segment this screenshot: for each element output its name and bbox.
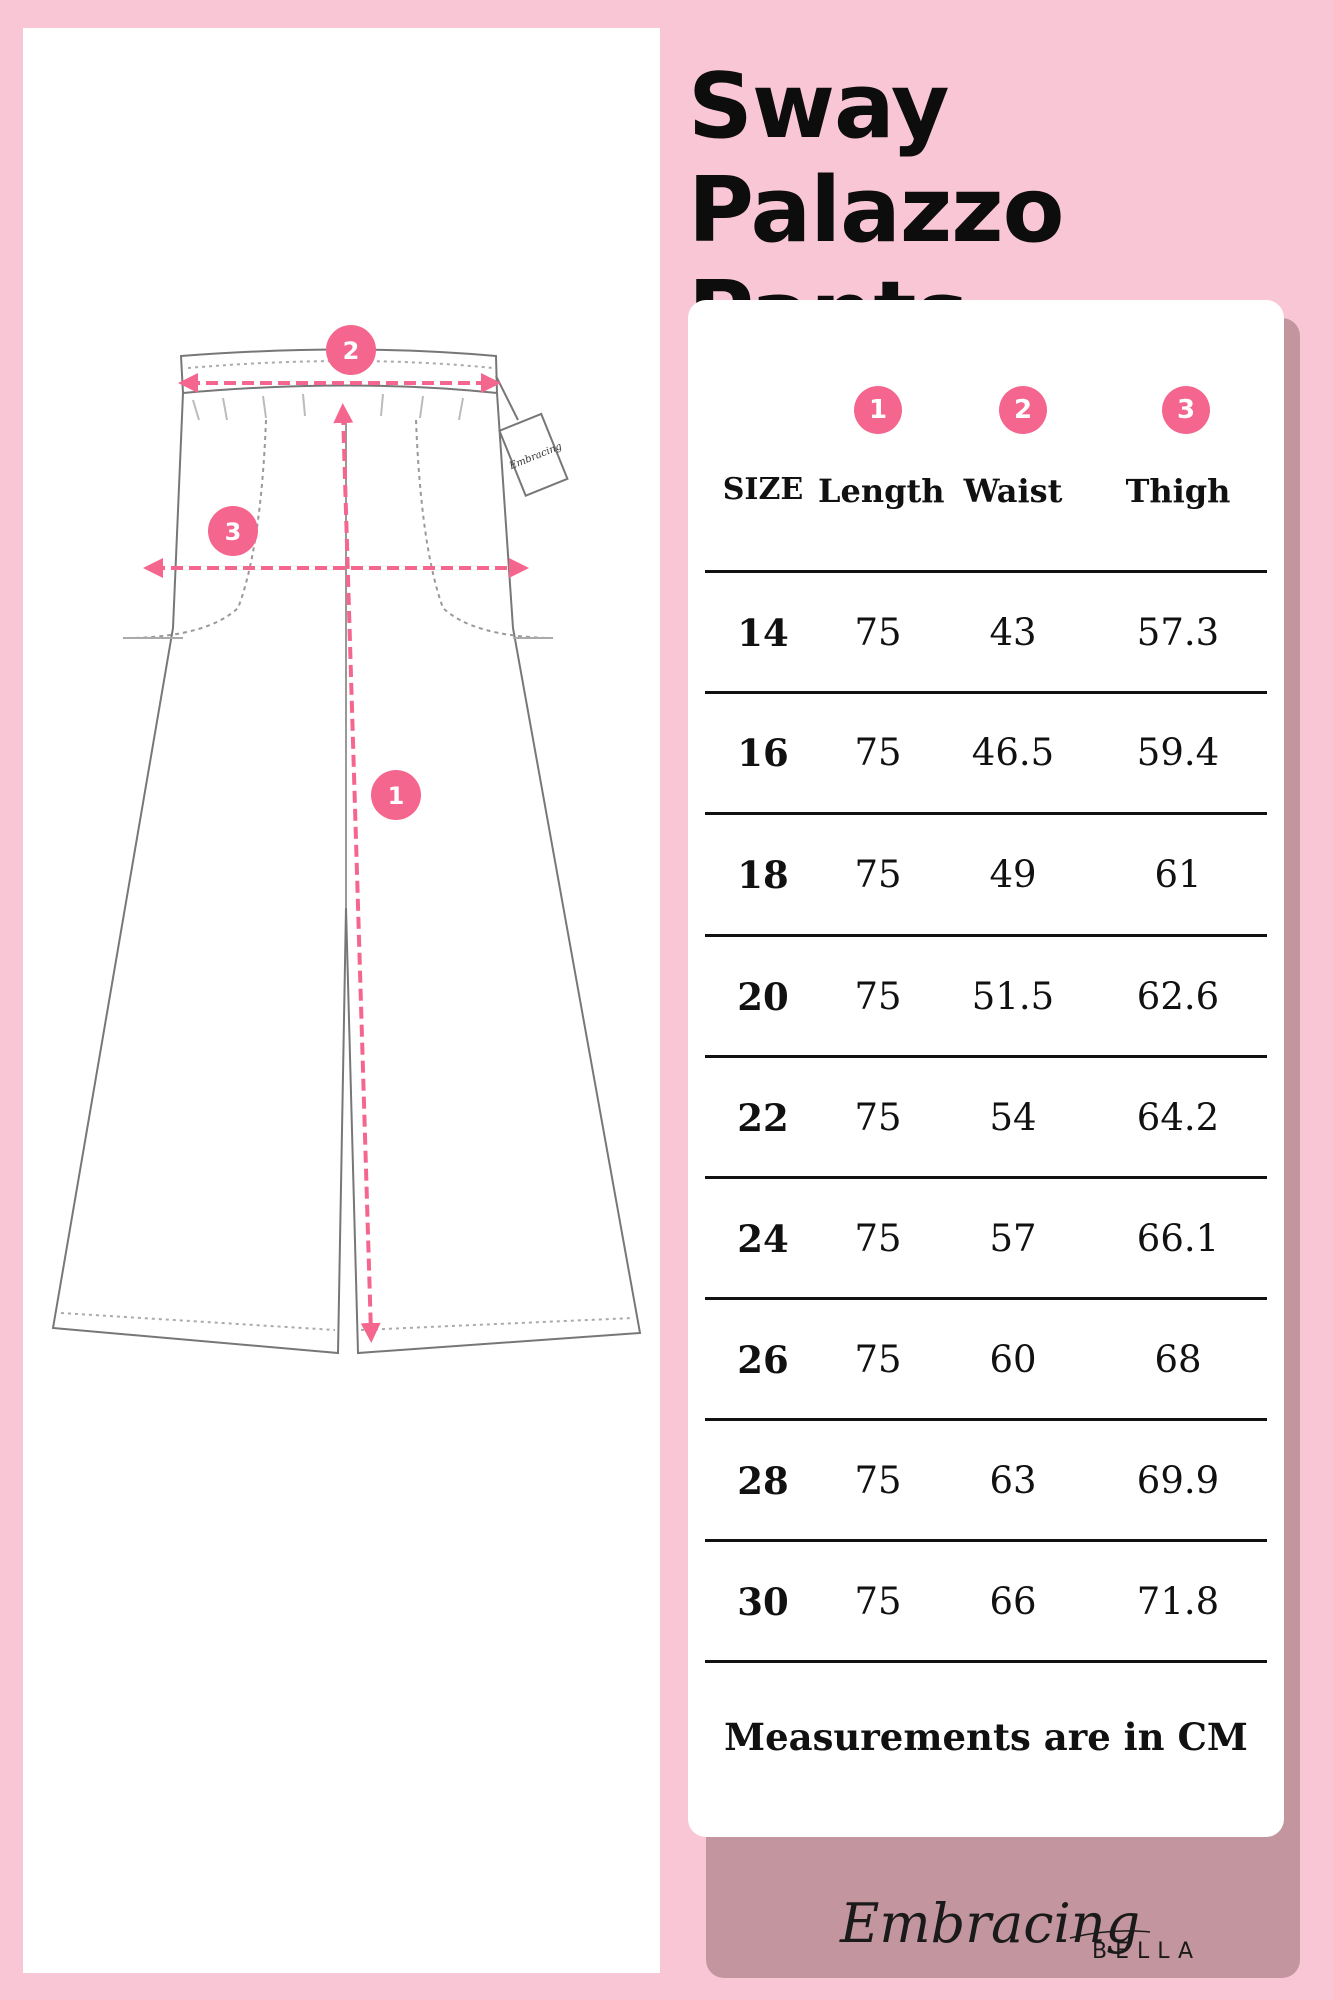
marker-thigh <box>208 506 258 556</box>
thigh-cell: 59.4 <box>1136 731 1220 774</box>
tag-text: Embracing <box>507 441 564 473</box>
svg-text:1: 1 <box>387 782 405 810</box>
size-cell: 16 <box>737 731 789 775</box>
size-cell: 26 <box>737 1338 789 1382</box>
table-row <box>688 816 1284 934</box>
thigh-cell: 57.3 <box>1136 611 1220 654</box>
marker-length <box>371 770 421 820</box>
units-note: Measurements are in CM <box>724 1715 1248 1759</box>
thigh-cell: 62.6 <box>1136 975 1220 1018</box>
logo-caps: BELLA <box>1092 1939 1202 1964</box>
waist-cell: 63 <box>989 1459 1037 1502</box>
length-number-badge: 1 <box>854 386 902 434</box>
thigh-cell: 66.1 <box>1136 1217 1220 1260</box>
length-cell: 75 <box>854 1338 902 1381</box>
waist-cell: 57 <box>989 1217 1037 1260</box>
logo-script: Embracing <box>840 1892 1141 1955</box>
length-cell: 75 <box>854 1459 902 1502</box>
length-cell: 75 <box>854 1217 902 1260</box>
length-cell: 75 <box>854 975 902 1018</box>
table-row <box>688 938 1284 1056</box>
embracing-bella-logo <box>830 1880 1230 1980</box>
marker-waist <box>326 325 376 375</box>
garment-diagram-panel <box>23 28 660 1973</box>
svg-text:2: 2 <box>342 337 360 365</box>
waist-cell: 43 <box>989 611 1037 654</box>
svg-text:3: 3 <box>224 518 242 546</box>
length-cell: 75 <box>854 1580 902 1623</box>
length-measure-arrow <box>343 413 371 1333</box>
thigh-cell: 71.8 <box>1136 1580 1220 1623</box>
size-cell: 22 <box>737 1096 789 1140</box>
size-cell: 20 <box>737 975 789 1019</box>
header-length: Length <box>818 472 945 510</box>
header-size: SIZE <box>722 472 804 507</box>
size-cell: 24 <box>737 1217 789 1261</box>
table-row <box>688 1543 1284 1661</box>
waist-cell: 66 <box>989 1580 1037 1623</box>
table-divider <box>705 934 1267 937</box>
length-cell: 75 <box>854 853 902 896</box>
waist-cell: 51.5 <box>971 975 1055 1018</box>
length-cell: 75 <box>854 731 902 774</box>
size-cell: 18 <box>737 853 789 897</box>
table-row <box>688 574 1284 692</box>
palazzo-pants-drawing <box>23 28 660 1973</box>
table-row <box>688 1180 1284 1298</box>
waist-cell: 60 <box>989 1338 1037 1381</box>
table-divider <box>705 812 1267 815</box>
size-cell: 30 <box>737 1580 789 1624</box>
waist-cell: 49 <box>989 853 1037 896</box>
right-leg-outline <box>346 393 640 1353</box>
table-row <box>688 1422 1284 1540</box>
header-waist: Waist <box>963 472 1063 510</box>
garment-tag <box>496 376 567 496</box>
waist-cell: 46.5 <box>971 731 1055 774</box>
size-cell: 14 <box>737 611 789 655</box>
length-cell: 75 <box>854 611 902 654</box>
thigh-number-badge: 3 <box>1162 386 1210 434</box>
table-divider <box>705 1297 1267 1300</box>
size-cell: 28 <box>737 1459 789 1503</box>
thigh-cell: 68 <box>1154 1338 1202 1381</box>
size-chart-card <box>688 300 1284 1837</box>
table-divider <box>705 1176 1267 1179</box>
waist-number-badge: 2 <box>999 386 1047 434</box>
thigh-cell: 61 <box>1154 853 1202 896</box>
table-row <box>688 694 1284 812</box>
table-row <box>688 1059 1284 1177</box>
page-title: Sway Palazzo <box>688 54 1064 263</box>
table-divider <box>705 1055 1267 1058</box>
header-thigh: Thigh <box>1125 472 1231 510</box>
table-row <box>688 1301 1284 1419</box>
left-leg-outline <box>53 393 346 1353</box>
waist-cell: 54 <box>989 1096 1037 1139</box>
thigh-cell: 69.9 <box>1136 1459 1220 1502</box>
table-divider <box>705 570 1267 573</box>
length-cell: 75 <box>854 1096 902 1139</box>
table-divider <box>705 1660 1267 1663</box>
table-divider <box>705 1539 1267 1542</box>
table-divider <box>705 1418 1267 1421</box>
thigh-cell: 64.2 <box>1136 1096 1220 1139</box>
